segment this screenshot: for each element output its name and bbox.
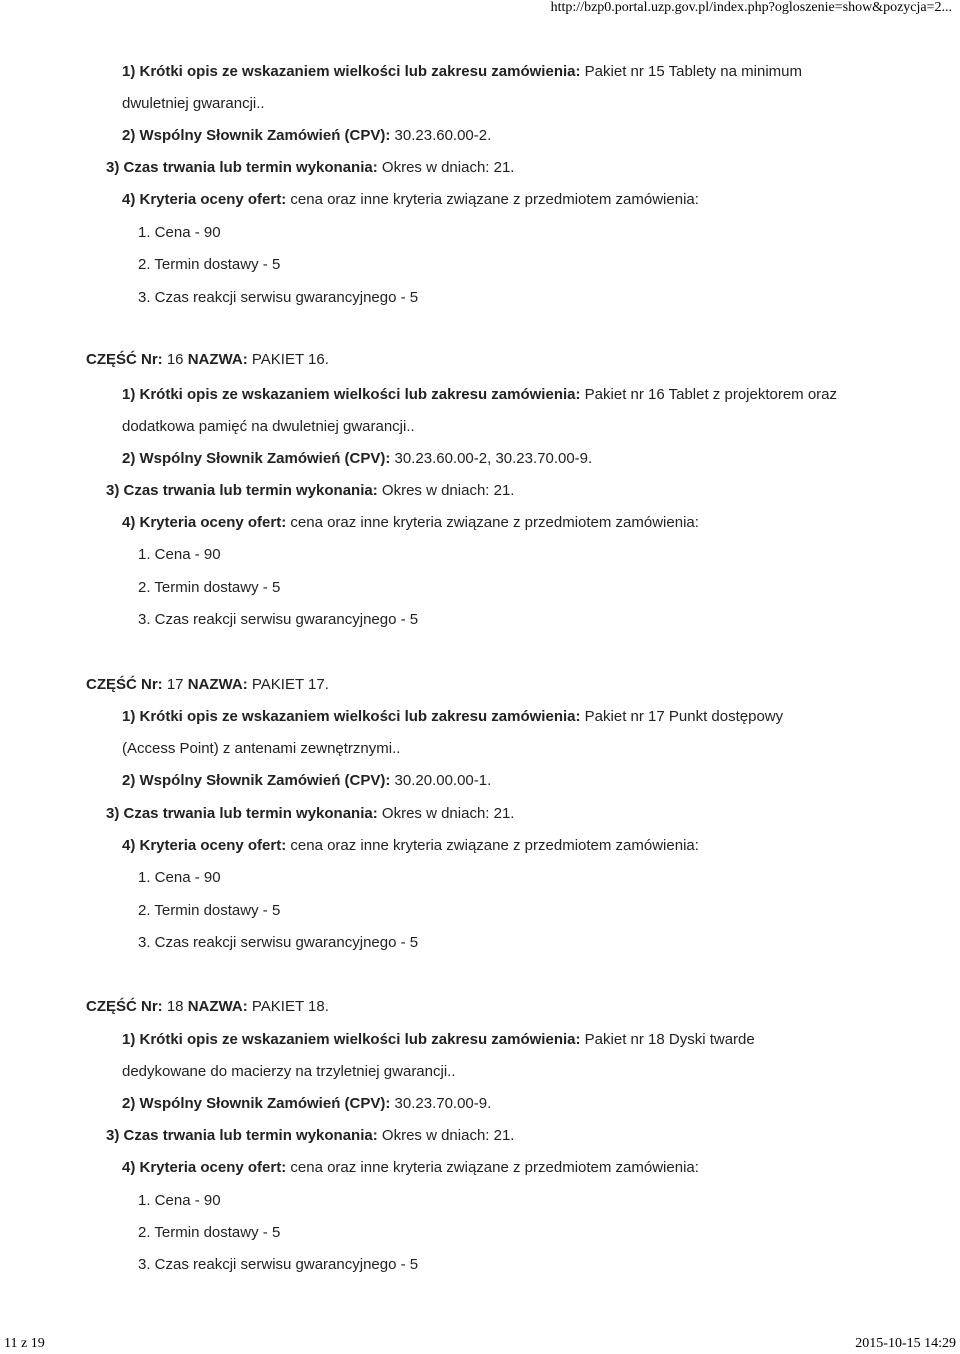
nazwa-value: PAKIET 16. xyxy=(251,351,329,368)
czas-value: Okres w dniach: 21. xyxy=(381,482,515,499)
cpv-line xyxy=(122,771,491,791)
nazwa-label: NAZWA: xyxy=(187,676,248,693)
cpv-label: 2) Wspólny Słownik Zamówień (CPV): xyxy=(122,450,391,467)
kryteria-value: cena oraz inne kryteria związane z przedmiotem zamówienia: xyxy=(290,514,699,531)
kryteria-line xyxy=(122,1158,699,1178)
czas-line xyxy=(106,481,514,501)
kryteria-line xyxy=(122,836,699,856)
opis-label: 1) Krótki opis ze wskazaniem wielkości lub zakresu zamówienia: xyxy=(122,386,581,403)
kryteria-label: 4) Kryteria oceny ofert: xyxy=(122,514,287,531)
opis-label: 1) Krótki opis ze wskazaniem wielkości lub zakresu zamówienia: xyxy=(122,1031,581,1048)
cpv-value: 30.23.70.00-9. xyxy=(394,1095,492,1112)
czas-line xyxy=(106,1126,514,1146)
kryteria-line xyxy=(122,513,699,533)
intro-cpv-line xyxy=(122,126,491,146)
czesc-nr: 17 xyxy=(166,676,184,693)
kryteria-value: cena oraz inne kryteria związane z przedmiotem zamówienia: xyxy=(290,191,699,208)
czas-value: Okres w dniach: 21. xyxy=(381,159,515,176)
cpv-value: 30.20.00.00-1. xyxy=(394,772,492,789)
czas-label: 3) Czas trwania lub termin wykonania: xyxy=(106,482,378,499)
kryterium-1: 1. Cena - 90 xyxy=(138,1192,221,1209)
opis-value: Pakiet nr 15 Tablety na minimum xyxy=(584,63,802,80)
czesc-nr: 18 xyxy=(166,998,184,1015)
intro-czas-line xyxy=(106,158,514,178)
czas-label: 3) Czas trwania lub termin wykonania: xyxy=(106,805,378,822)
czesc-label: CZĘŚĆ Nr: xyxy=(86,998,163,1015)
czas-value: Okres w dniach: 21. xyxy=(381,1127,515,1144)
kryterium-2: 2. Termin dostawy - 5 xyxy=(138,579,281,596)
intro-opis-line-2: dwuletniej gwarancji.. xyxy=(122,95,265,112)
czesc-heading xyxy=(86,675,329,695)
nazwa-label: NAZWA: xyxy=(187,998,248,1015)
kryterium-2: 2. Termin dostawy - 5 xyxy=(138,1224,281,1241)
czas-label: 3) Czas trwania lub termin wykonania: xyxy=(106,1127,378,1144)
kryterium-1: 1. Cena - 90 xyxy=(138,869,221,886)
czas-label: 3) Czas trwania lub termin wykonania: xyxy=(106,159,378,176)
nazwa-label: NAZWA: xyxy=(187,351,248,368)
czesc-label: CZĘŚĆ Nr: xyxy=(86,676,163,693)
kryterium-3: 3. Czas reakcji serwisu gwarancyjnego - 5 xyxy=(138,934,419,951)
kryterium-3: 3. Czas reakcji serwisu gwarancyjnego - 5 xyxy=(138,611,419,628)
opis-value: Pakiet nr 18 Dyski twarde xyxy=(584,1031,755,1048)
opis-value: Pakiet nr 17 Punkt dostępowy xyxy=(584,708,784,725)
opis-label: 1) Krótki opis ze wskazaniem wielkości lub zakresu zamówienia: xyxy=(122,708,581,725)
intro-kryteria-line xyxy=(122,190,699,210)
opis-value: Pakiet nr 16 Tablet z projektorem oraz xyxy=(584,386,838,403)
cpv-label: 2) Wspólny Słownik Zamówień (CPV): xyxy=(122,772,391,789)
kryteria-label: 4) Kryteria oceny ofert: xyxy=(122,837,287,854)
cpv-line xyxy=(122,449,592,469)
cpv-value: 30.23.60.00-2. xyxy=(394,127,492,144)
intro-opis-line xyxy=(122,62,802,82)
nazwa-value: PAKIET 18. xyxy=(251,998,329,1015)
opis-label: 1) Krótki opis ze wskazaniem wielkości lub zakresu zamówienia: xyxy=(122,63,581,80)
nazwa-value: PAKIET 17. xyxy=(251,676,329,693)
kryterium-1: 1. Cena - 90 xyxy=(138,546,221,563)
czas-value: Okres w dniach: 21. xyxy=(381,805,515,822)
kryterium-3: 3. Czas reakcji serwisu gwarancyjnego - 5 xyxy=(138,289,419,306)
kryterium-1: 1. Cena - 90 xyxy=(138,224,221,241)
czesc-nr: 16 xyxy=(166,351,184,368)
kryteria-value: cena oraz inne kryteria związane z przedmiotem zamówienia: xyxy=(290,1159,699,1176)
kryterium-3: 3. Czas reakcji serwisu gwarancyjnego - 5 xyxy=(138,1256,419,1273)
kryteria-value: cena oraz inne kryteria związane z przedmiotem zamówienia: xyxy=(290,837,699,854)
opis-line xyxy=(122,707,783,727)
print-datetime: 2015-10-15 14:29 xyxy=(855,1336,956,1351)
opis-line xyxy=(122,1030,755,1050)
kryterium-2: 2. Termin dostawy - 5 xyxy=(138,256,281,273)
cpv-value: 30.23.60.00-2, 30.23.70.00-9. xyxy=(394,450,593,467)
opis-line-2: (Access Point) z antenami zewnętrznymi.. xyxy=(122,740,401,757)
cpv-label: 2) Wspólny Słownik Zamówień (CPV): xyxy=(122,127,391,144)
page-number: 11 z 19 xyxy=(4,1336,45,1351)
czesc-label: CZĘŚĆ Nr: xyxy=(86,351,163,368)
opis-line-2: dodatkowa pamięć na dwuletniej gwarancji.. xyxy=(122,418,415,435)
czas-line xyxy=(106,804,514,824)
cpv-label: 2) Wspólny Słownik Zamówień (CPV): xyxy=(122,1095,391,1112)
opis-line xyxy=(122,385,837,405)
czesc-heading xyxy=(86,997,329,1017)
kryteria-label: 4) Kryteria oceny ofert: xyxy=(122,191,287,208)
cpv-line xyxy=(122,1094,491,1114)
page-url-header: http://bzp0.portal.uzp.gov.pl/index.php?ogloszenie=show&pozycja=2... xyxy=(550,0,952,15)
czesc-heading xyxy=(86,350,329,370)
opis-line-2: dedykowane do macierzy na trzyletniej gwarancji.. xyxy=(122,1063,456,1080)
kryteria-label: 4) Kryteria oceny ofert: xyxy=(122,1159,287,1176)
kryterium-2: 2. Termin dostawy - 5 xyxy=(138,902,281,919)
